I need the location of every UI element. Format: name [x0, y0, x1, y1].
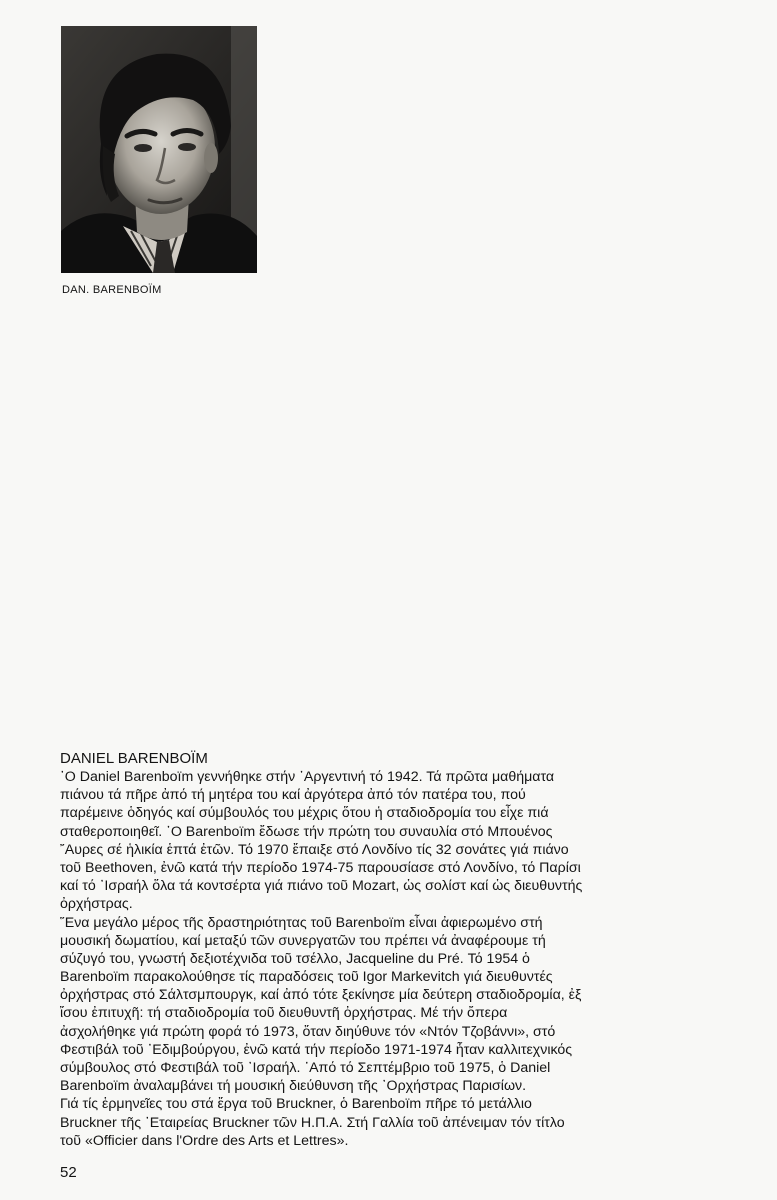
body-line: Barenboïm ἀναλαμβάνει τή μουσική διεύθυνση τῆς ᾽Ορχήστρας Παρισίων.	[60, 1078, 527, 1095]
body-line: σύμβουλος στό Φεστιβάλ τοῦ ᾽Ισραήλ. ᾽Από τό Σεπτέμβριο τοῦ 1975, ὁ Daniel	[60, 1060, 551, 1076]
body-line: πιάνου τά πῆρε ἀπό τή μητέρα του καί ἀργότερα ἀπό τόν πατέρα του, πού	[60, 787, 526, 804]
body-line: Γιά τίς ἑρμηνεῖες του στά ἔργα τοῦ Bruckner, ὁ Barenboïm πῆρε τό μετάλλιο	[60, 1096, 532, 1113]
body-line: καί τό ᾽Ισραήλ ὅλα τά κοντσέρτα γιά πιάνο τοῦ Mozart, ὡς σολίστ καί ὡς διευθυντής	[60, 878, 583, 895]
body-line: ῾Ο Daniel Barenboïm γεννήθηκε στήν ᾽Αργεντινή τό 1942. Τά πρῶτα μαθήματα	[60, 769, 555, 785]
body-line: ὀρχήστρας.	[60, 896, 133, 913]
body-line: ῎Αυρες σέ ἡλικία ἑπτά ἐτῶν. Τό 1970 ἔπαιξε στό Λονδίνο τίς 32 σονάτες γιά πιάνο	[60, 841, 569, 858]
body-line: τοῦ «Officier dans l'Ordre des Arts et Lettres».	[60, 1132, 349, 1149]
body-line: τοῦ Beethoven, ἐνῶ κατά τήν περίοδο 1974-75 παρουσίασε στό Λονδίνο, τό Παρίσι	[60, 859, 581, 876]
body-line: σύζυγό του, γνωστή δεξιοτέχνιδα τοῦ τσέλλο, Jacqueline du Pré. Τό 1954 ὁ	[60, 950, 530, 967]
body-line: παρέμεινε ὁδηγός καί σύμβουλός του μέχρις ὅτου ἡ σταδιοδρομία του εἶχε πιά	[60, 805, 549, 822]
body-line: ἀσχολήθηκε γιά πρώτη φορά τό 1973, ὅταν διηύθυνε τόν «Ντόν Τζοβάννι», στό	[60, 1023, 556, 1040]
portrait-photo	[61, 26, 257, 273]
photo-caption: DAN. BARENBOÏM	[62, 284, 162, 296]
body-line: ὀρχήστρας στό Σάλτσμπουργκ, καί ἀπό τότε ξεκίνησε μία δεύτερη σταδιοδρομία, ἐξ	[60, 987, 582, 1004]
page-number: 52	[60, 1164, 77, 1181]
body-line: ἴσου ἐπιτυχῆ: τή σταδιοδρομία τοῦ διευθυντῆ ὀρχήστρας. Μέ τήν ὄπερα	[60, 1005, 508, 1022]
body-line: σταθεροποιηθεῖ. ῾Ο Barenboïm ἔδωσε τήν πρώτη του συναυλία στό Μπουένος	[60, 823, 553, 840]
body-line: Bruckner τῆς ῾Εταιρείας Bruckner τῶν Η.Π.Α. Στή Γαλλία τοῦ ἀπένειμαν τόν τίτλο	[60, 1114, 565, 1131]
article-heading: DANIEL BARENBOÏM	[60, 750, 208, 767]
body-line: Barenboïm παρακολούθησε τίς παραδόσεις τοῦ Igor Markevitch γιά διευθυντές	[60, 969, 553, 986]
article-body	[60, 768, 730, 1150]
body-line: Φεστιβάλ τοῦ ᾽Εδιμβούργου, ἐνῶ κατά τήν περίοδο 1971-1974 ἦταν καλλιτεχνικός	[60, 1041, 573, 1058]
body-line: μουσική δωματίου, καί μεταξύ τῶν συνεργατῶν του πρέπει νά ἀναφέρουμε τή	[60, 932, 546, 949]
body-line: ῞Ενα μεγάλο μέρος τῆς δραστηριότητας τοῦ Barenboïm εἶναι ἀφιερωμένο στή	[60, 914, 543, 931]
